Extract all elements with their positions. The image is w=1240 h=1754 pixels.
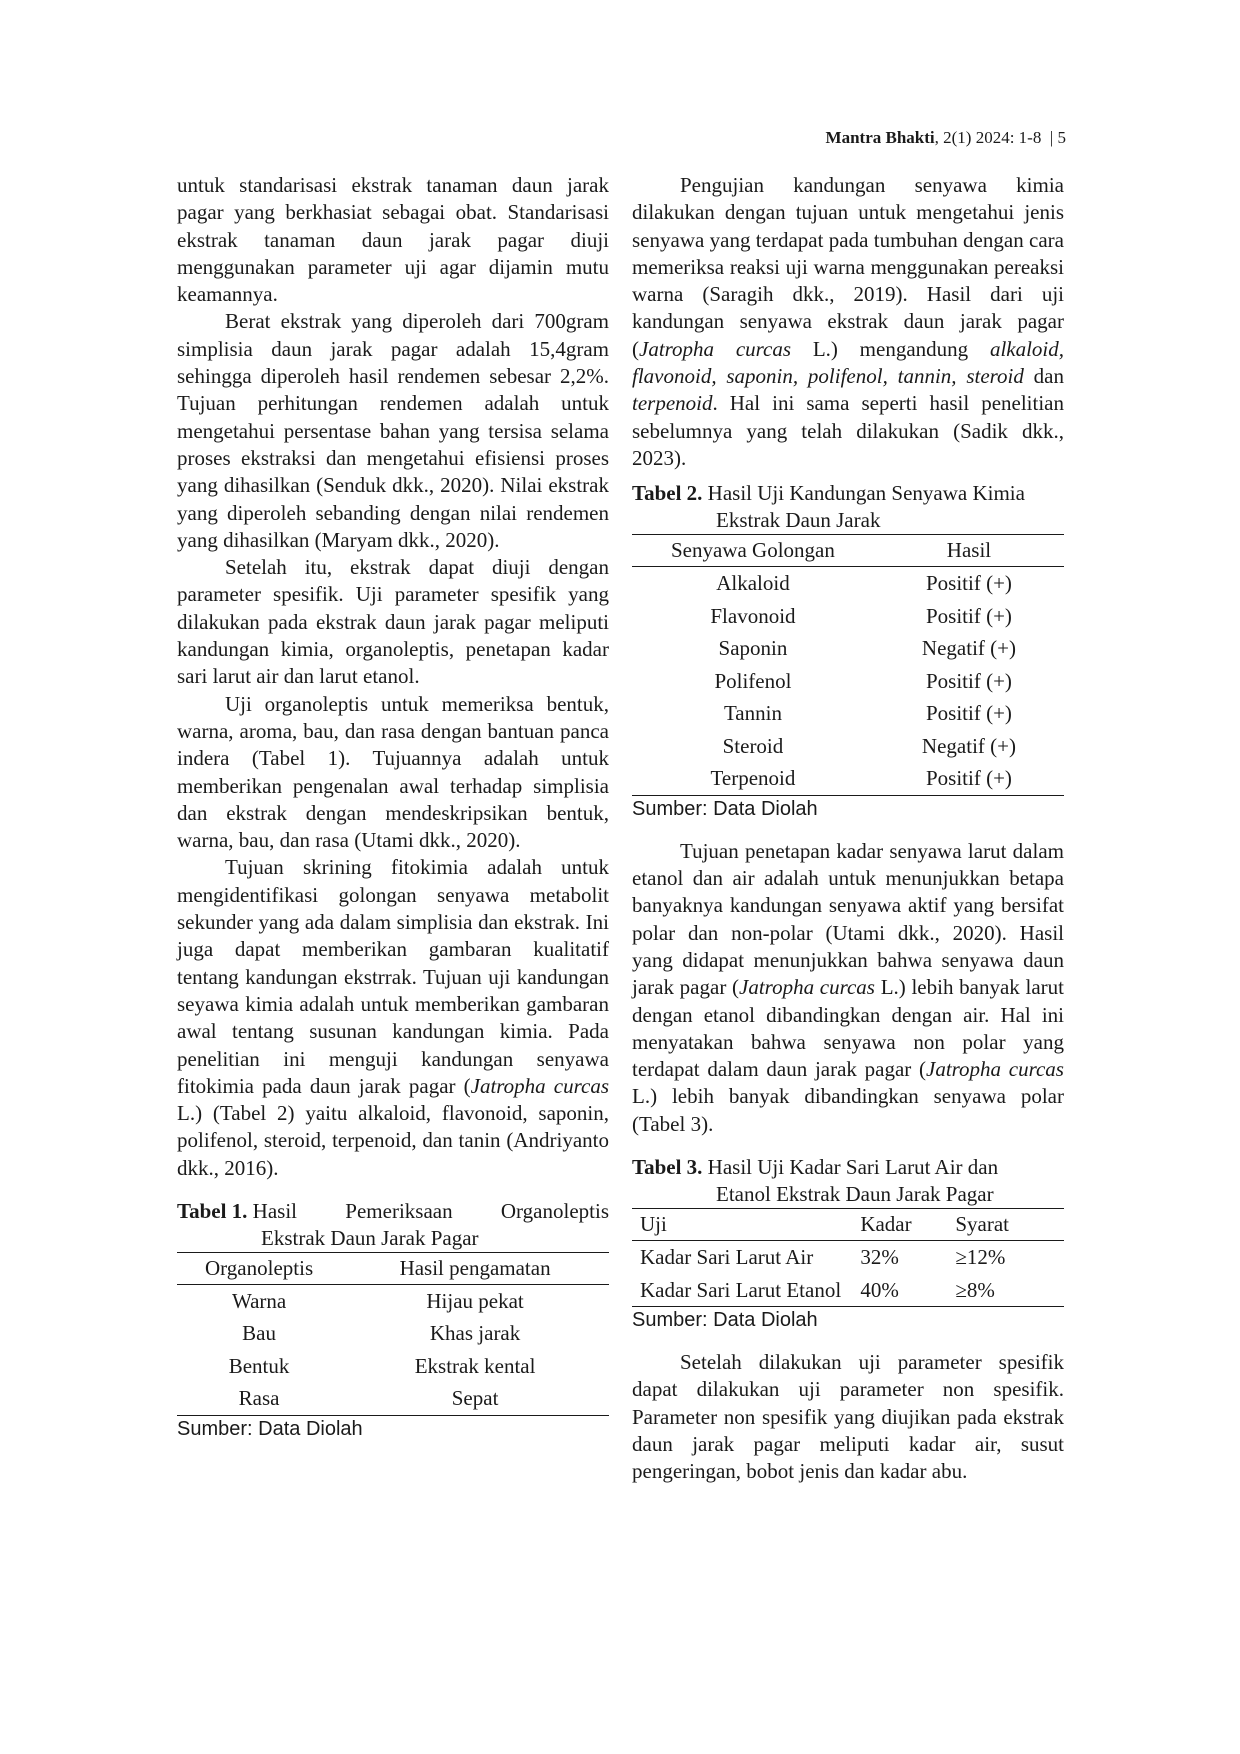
table-row: Steroid Negatif (+) <box>722 733 1016 758</box>
species-name: Jatropha curcas <box>639 336 792 361</box>
table-row: Flavonoid Positif (+) <box>710 603 1012 628</box>
table-row: Terpenoid Positif (+) <box>632 762 1064 795</box>
paragraph: Berat ekstrak yang diperoleh dari 700gram simplisia daun jarak pagar adalah 15,4gram sehingga diperoleh hasil rendemen sebesar 2,2%. Tujuan perhitungan rendemen adalah untuk mengetahui persentase bahan yang tersisa selama proses ekstraksi dan mengetahui efisiensi proses yang dihasilkan (Senduk dkk., 2020). Nilai ekstrak yang diperoleh sebanding dengan nilai rendemen yang dihasilkan (Maryam dkk., 2020). <box>177 309 609 552</box>
paragraph: Tujuan skrining fitokimia adalah untuk mengidentifikasi golongan senyawa metabolit sekunder yang ada dalam simplisia dan ekstrak. Ini juga dapat memberikan gambaran kualitatif tentang kandungan ekstrrak. Tujuan uji kandungan seyawa kimia adalah untuk memberikan gambaran awal tentang susunan kandungan kimia. Pada penelitian ini menguji kandungan senyawa fitokimia pada daun jarak pagar (Jatropha curcas L.) (Tabel 2) yaitu alkaloid, flavonoid, saponin, polifenol, steroid, terpenoid, dan tanin (Andriyanto dkk., 2016). <box>177 855 609 1180</box>
species-name: Jatropha curcas <box>739 975 875 1000</box>
column-header: Senyawa Golongan <box>632 535 874 567</box>
table-source: Sumber: Data Diolah <box>632 1309 818 1332</box>
table-1 <box>177 1252 609 1416</box>
table-2 <box>632 534 1064 796</box>
table-2-caption: Tabel 2. Hasil Uji Kandungan Senyawa Kimia Ekstrak Daun Jarak <box>632 481 1025 533</box>
table-source: Sumber: Data Diolah <box>177 1417 363 1440</box>
column-header: Kadar <box>852 1209 947 1241</box>
species-name: Jatropha curcas <box>470 1073 609 1098</box>
table-row: Kadar Sari Larut Etanol 40% ≥8% <box>632 1274 1064 1307</box>
left-column <box>177 172 609 1442</box>
table-header-row <box>177 1252 609 1284</box>
column-header: Uji <box>632 1209 852 1241</box>
table-row: Polifenol Positif (+) <box>714 668 1012 693</box>
table-row: Tannin Positif (+) <box>723 701 1012 726</box>
table-header-row <box>632 1209 1064 1241</box>
table-label: Tabel 3. <box>632 1155 703 1180</box>
paragraph: Tujuan penetapan kadar senyawa larut dalam etanol dan air adalah untuk menunjukkan betapa banyaknya kandungan senyawa aktif yang bersifat polar dan non-polar (Utami dkk., 2020). Hasil yang didapat menunjukkan bahwa senyawa daun jarak pagar (Jatropha curcas L.) lebih banyak larut dengan etanol dibandingkan dengan air. Hal ini menyatakan bahwa senyawa non polar yang terdapat dalam daun jarak pagar (Jatropha curcas L.) lebih banyak dibandingkan senyawa polar (Tabel 3). <box>632 838 1064 1136</box>
column-header: Hasil <box>874 535 1064 567</box>
running-header <box>826 128 1066 148</box>
journal-name: Mantra Bhakti <box>825 128 935 147</box>
table-row: Bentuk Ekstrak kental <box>228 1353 536 1378</box>
table-label: Tabel 2. <box>632 481 703 506</box>
right-column <box>632 172 1064 1486</box>
table-row: Saponin Negatif (+) <box>718 636 1016 661</box>
paragraph: untuk standarisasi ekstrak tanaman daun jarak pagar yang berkhasiat sebagai obat. Standarisasi ekstrak tanaman daun jarak pagar diuji menggunakan parameter uji agar dijamin mutu keamannya. <box>177 173 609 307</box>
table-source: Sumber: Data Diolah <box>632 797 818 820</box>
table-row: Warna Hijau pekat <box>231 1288 524 1313</box>
column-header: Organoleptis <box>177 1252 341 1284</box>
table-3 <box>632 1208 1064 1307</box>
table-label: Tabel 1. <box>177 1198 248 1223</box>
paragraph: Setelah dilakukan uji parameter spesifik dapat dilakukan uji parameter non spesifik. Parameter non spesifik yang diujikan pada ekstrak daun jarak pagar meliputi kadar air, susut pengeringan, bobot jenis dan kadar abu. <box>632 1350 1064 1484</box>
table-row: Bau Khas jarak <box>242 1321 521 1346</box>
table-header-row <box>632 535 1064 567</box>
paragraph: Setelah itu, ekstrak dapat diuji dengan parameter spesifik. Uji parameter spesifik yang dilakukan pada ekstrak daun jarak pagar meliputi kandungan kimia, organoleptis, penetapan kadar sari larut air dan larut etanol. <box>177 555 609 689</box>
page-number: 5 <box>1057 128 1066 147</box>
journal-issue: , 2(1) 2024: 1-8 <box>934 128 1042 147</box>
paragraph: Uji organoleptis untuk memeriksa bentuk, warna, aroma, bau, dan rasa dengan bantuan panca indera (Tabel 1). Tujuannya adalah untuk memberikan pengenalan awal terhadap simplisia dan ekstrak dengan mendeskripsikan bentuk, warna, bau, dan rasa (Utami dkk., 2020). <box>177 691 609 853</box>
column-header: Hasil pengamatan <box>341 1252 609 1284</box>
paragraph: Pengujian kandungan senyawa kimia dilakukan dengan tujuan untuk mengetahui jenis senyawa yang terdapat pada tumbuhan dengan cara memeriksa reaksi uji warna menggunakan pereaksi warna (Saragih dkk., 2019). Hasil dari uji kandungan senyawa ekstrak daun jarak pagar (Jatropha curcas L.) mengandung alkaloid, flavonoid, saponin, polifenol, tannin, steroid dan terpenoid. Hal ini sama seperti hasil penelitian sebelumnya yang telah dilakukan (Sadik dkk., 2023). <box>632 173 1065 470</box>
table-1-caption: Tabel 1. Hasil Pemeriksaan Organoleptis Ekstrak Daun Jarak Pagar <box>177 1198 609 1250</box>
header-separator: | <box>1049 128 1054 147</box>
table-row: Alkaloid Positif (+) <box>716 571 1012 596</box>
table-row: Kadar Sari Larut Air 32% ≥12% <box>640 1245 1006 1270</box>
table-row: Rasa Sepat <box>177 1382 609 1415</box>
column-header: Syarat <box>947 1209 1064 1241</box>
species-name: Jatropha curcas <box>926 1057 1064 1082</box>
compound-list: alkaloid, flavonoid, saponin, polifenol, tannin, steroid <box>632 336 1065 389</box>
table-3-caption: Tabel 3. Hasil Uji Kadar Sari Larut Air dan Etanol Ekstrak Daun Jarak Pagar <box>632 1155 999 1207</box>
